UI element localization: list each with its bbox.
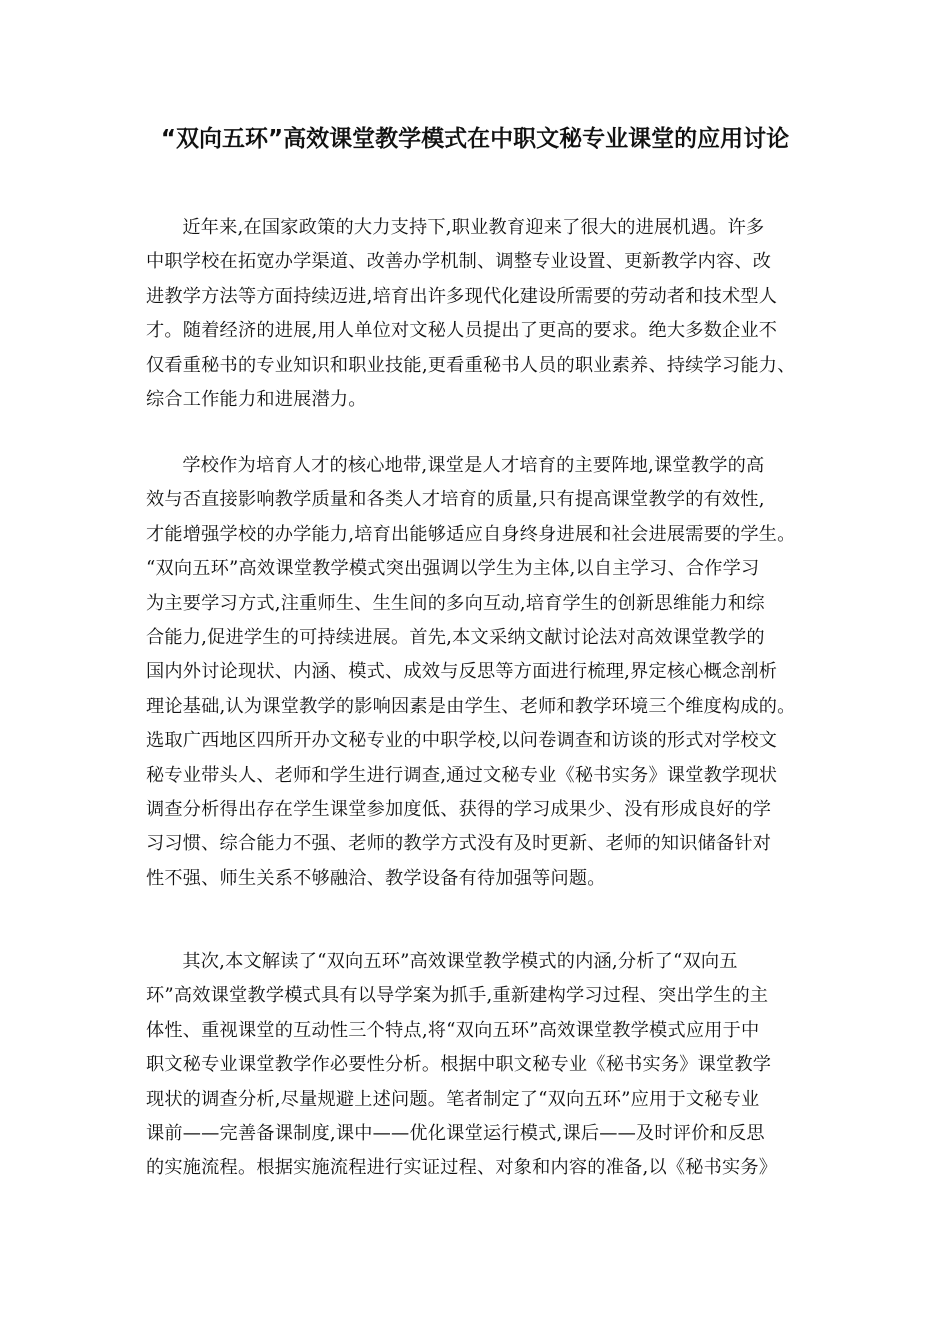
paragraph-3: 其次,本文解读了“双向五环”高效课堂教学模式的内涵,分析了“双向五 环”高效课堂教学模式具有以导学案为抓手,重新建构学习过程、突出学生的主 体性、重视课堂的互动性三个特点,将“双向五环”高效课堂教学模式应用于中 职文秘专业课堂教学作必要性分析。根据中职文秘专业《秘书实务》课堂教学 现状的调查分析,尽量规避上述问题。笔者制定了“双向五环”应用于文秘专业 课前——完善备课制度,课中——优化课堂运行模式,课后——及时评价和反思 的实施流程。根据实施流程进行实证过程、对象和内容的准备,以《秘书实务》 (146, 951, 778, 1179)
paragraph-2: 学校作为培育人才的核心地带,课堂是人才培育的主要阵地,课堂教学的高 效与否直接影响教学质量和各类人才培育的质量,只有提高课堂教学的有效性, 才能增强学校的办学能力,培育出能够适应自身终身进展和社会进展需要的学生。 “双向五环”高效课堂教学模式突出强调以学生为主体,以自主学习、合作学习 为主要学习方式,注重师生、生生间的多向互动,培育学生的创新思维能力和综 合能力,促进学生的可持续进展。首先,本文采纳文献讨论法对高效课堂教学的 国内外讨论现状、内涵、模式、成效与反思等方面进行梳理,界定核心概念剖析 理论基础,认为课堂教学的影响因素是由学生、老师和教学环境三个维度构成的。 选取广西地区四所开办文秘专业的中职学校,以问卷调查和访谈的形式对学校文 秘专业带头人、老师和学生进行调查,通过文秘专业《秘书实务》课堂教学现状 调查分析得出存在学生课堂参加度低、获得的学习成果少、没有形成良好的学 习习惯、综合能力不强、老师的教学方式没有及时更新、老师的知识储备针对 性不强、师生关系不够融洽、教学设备有待加强等问题。 (146, 455, 796, 889)
paragraph-1: 近年来,在国家政策的大力支持下,职业教育迎来了很大的进展机遇。许多 中职学校在拓宽办学渠道、改善办学机制、调整专业设置、更新教学内容、改 进教学方法等方面持续迈进,培育出许多现代化建设所需要的劳动者和技术型人 才。随着经济的进展,用人单位对文秘人员提出了更高的要求。绝大多数企业不 仅看重秘书的专业知识和职业技能,更看重秘书人员的职业素养、持续学习能力、 综合工作能力和进展潜力。 (146, 217, 796, 411)
document-title: “双向五环”高效课堂教学模式在中职文秘专业课堂的应用讨论 (160, 126, 790, 152)
